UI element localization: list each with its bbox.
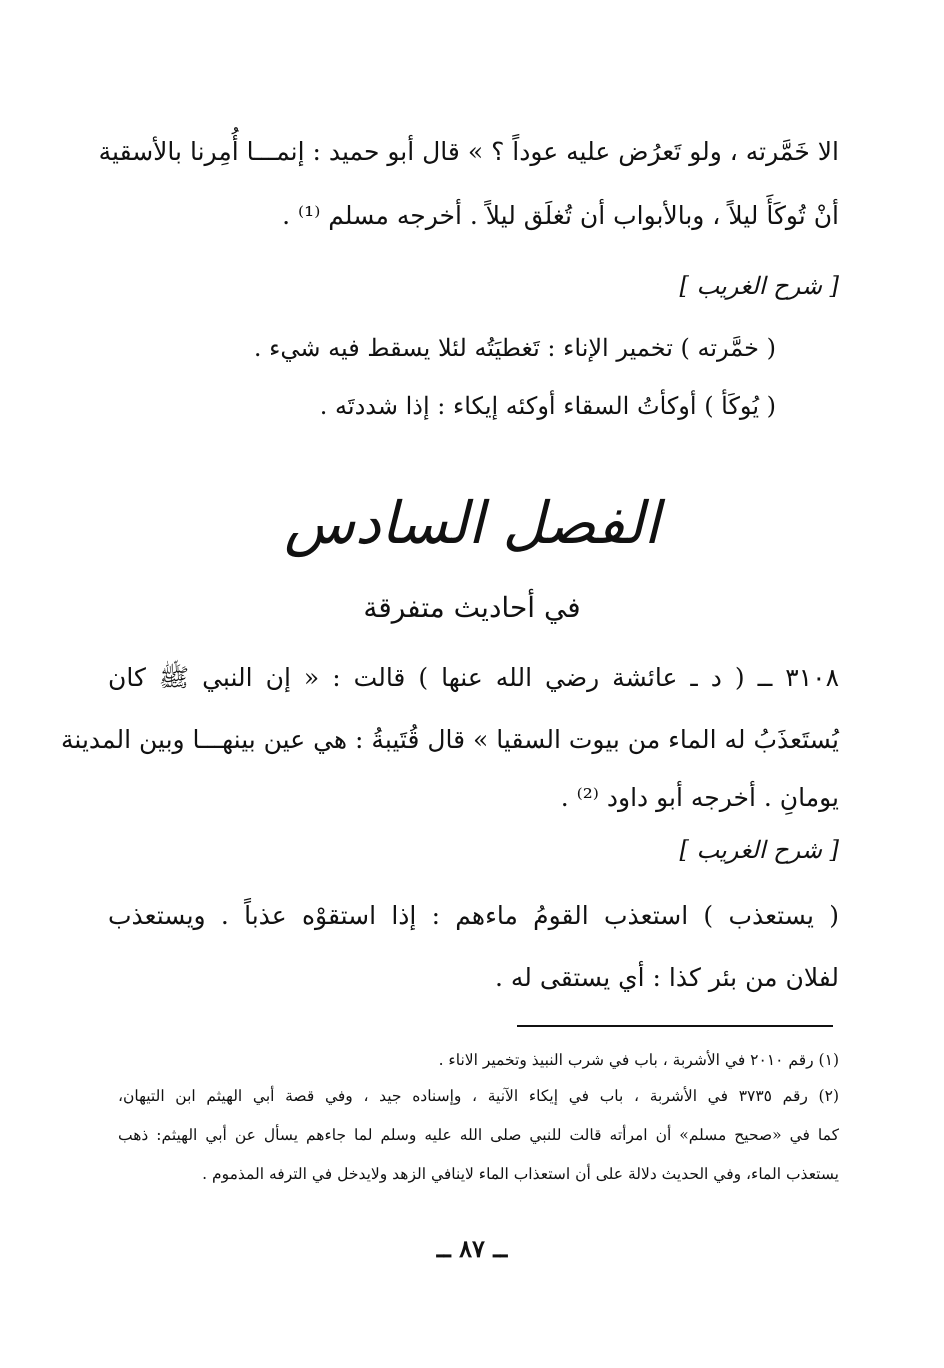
gloss-entry: ( يُوكَأ ) أوكأتُ السقاء أوكئه إيكاء : إذا شددتَه . [319,392,776,420]
hadith-line: يُستَعذَبُ له الماء من بيوت السقيا » قال قُتَيبةُ : هي عين بينهـــا وبين المدينة [61,725,839,754]
chapter-title: الفصل السادس [284,489,660,557]
gloss-heading: [ شرح الغريب ] [679,836,839,864]
chapter-subtitle: في أحاديث متفرقة [363,591,581,624]
gloss-entry: ( خمَّرته ) تخمير الإناء : تَغطيَتُه لئلا يسقط فيه شيء . [253,334,776,362]
hadith-line: يومانِ . أخرجه أبو داود ⁽²⁾ . [560,783,839,812]
page-number: ــ ٨٧ ــ [436,1234,508,1263]
gloss-heading: [ شرح الغريب ] [679,272,839,300]
body-line: الا خَمَّرته ، ولو تَعرُض عليه عوداً ؟ » قال أبو حميد : إنمـــا أُمِرنا بالأسقية [98,137,839,166]
footnote: كما في «صحيح مسلم» أن امرأته قالت للنبي صلى الله عليه وسلم لما جاءهم يسأل عن أبي الهيثم: ذهب [118,1126,839,1144]
footnote: (١) رقم ٢٠١٠ في الأشربة ، باب في شرب النبيذ وتخمير الاناء . [438,1051,839,1069]
footnote-separator [517,1025,833,1027]
gloss-line: لفلان من بئر كذا : أي يستقى له . [495,963,839,992]
footnote: (٢) رقم ٣٧٣٥ في الأشربة ، باب في إيكاء الآنية ، وإسناده جيد ، وفي قصة أبي الهيثم ابن التيهان، [118,1087,839,1105]
footnote: يستعذب الماء، وفي الحديث دلالة على أن استعذاب الماء لاينافي الزهد ولايدخل في الترفه المذموم . [202,1165,839,1183]
hadith-line: ٣١٠٨ ــ ( د ـ عائشة رضي الله عنها ) قالت : « إن النبي ﷺ كان [108,663,839,692]
gloss-line: ( يستعذب ) استعذب القومُ ماءهم : إذا استقوْه عذباً . ويستعذب [108,901,839,930]
body-line: أنْ تُوكَأَ ليلاً ، وبالأبواب أن تُغلَق ليلاً . أخرجه مسلم ⁽¹⁾ . [282,201,839,230]
